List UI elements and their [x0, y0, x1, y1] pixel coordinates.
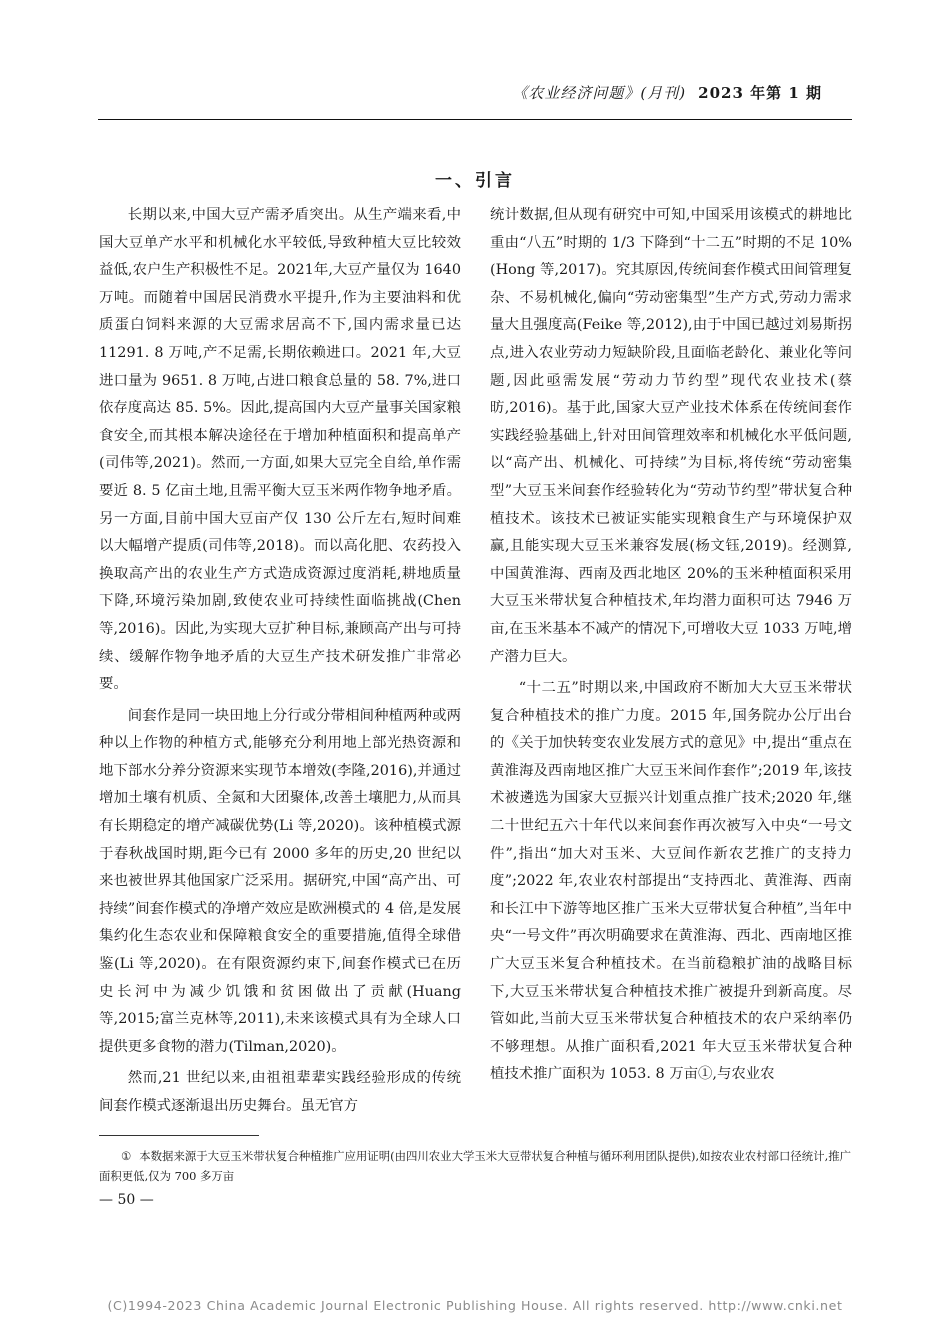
copyright-notice: (C)1994-2023 China Academic Journal Electronic Publishing House. All rights reserved. http://www.cnki.net [107, 1298, 843, 1313]
footnote [99, 1146, 851, 1186]
footnote-text: 本数据来源于大豆玉米带状复合种植推广应用证明(由四川农业大学玉米大豆带状复合种植与循环利用团队提供),如按农业农村部口径统计,推广面积更低,仅为 700 多万亩 [99, 1149, 851, 1183]
paragraph: 然而,21 世纪以来,由祖祖辈辈实践经验形成的传统间套作模式逐渐退出历史舞台。虽无官方 [99, 1070, 461, 1114]
running-header [0, 82, 822, 103]
right-column [490, 202, 852, 1089]
paragraph: 长期以来,中国大豆产需矛盾突出。从生产端来看,中国大豆单产水平和机械化水平较低,导致种植大豆比较效益低,农户生产积极性不足。2021年,大豆产量仅为 1640 万吨。而随着中国居民消费水平提升,作为主要油料和优质蛋白饲料来源的大豆需求居高不下,国内需求量已达 11291. 8 万吨,产不足需,长期依赖进口。2021 年,大豆进口量为 9651. 8 万吨,占进口粮食总量的 58. 7%,进口依存度高达 85. 5%。因此,提高国内大豆产量事关国家粮食安全,而其根本解决途径在于增加种植面积和提高单产(司伟等,2021)。然而,一方面,如果大豆完全自给,单作需要近 8. 5 亿亩土地,且需平衡大豆玉米两作物争地矛盾。另一方面,目前中国大豆亩产仅 130 公斤左右,短时间难以大幅增产提质(司伟等,2018)。而以高化肥、农药投入换取高产出的农业生产方式造成资源过度消耗,耕地质量下降,环境污染加剧,致使农业可持续性面临挑战(Chen 等,2016)。因此,为实现大豆扩种目标,兼顾高产出与可持续、缓解作物争地矛盾的大豆生产技术研发推广非常必要。 [99, 207, 461, 693]
footnote-rule [99, 1135, 259, 1136]
section-title: 一、引言 [435, 171, 515, 191]
paragraph: 间套作是同一块田地上分行或分带相间种植两种或两种以上作物的种植方式,能够充分利用地上部光热资源和地下部水分养分资源来实现节本增效(李隆,2016),并通过增加土壤有机质、全氮和大团聚体,改善土壤肥力,从而具有长期稳定的增产减碳优势(Li 等,2020)。该种植模式源于春秋战国时期,距今已有 2000 多年的历史,20 世纪以来也被世界其他国家广泛采用。据研究,中国“高产出、可持续”间套作模式的净增产效应是欧洲模式的 4 倍,是发展集约化生态农业和保障粮食安全的重要措施,值得全球借鉴(Li 等,2020)。在有限资源约束下,间套作模式已在历史长河中为减少饥饿和贫困做出了贡献(Huang 等,2015;富兰克林等,2011),未来该模式具有为全球人口提供更多食物的潜力(Tilman,2020)。 [99, 707, 461, 1055]
paragraph: “十二五”时期以来,中国政府不断加大大豆玉米带状复合种植技术的推广力度。2015 年,国务院办公厅出台的《关于加快转变农业发展方式的意见》中,提出“重点在黄淮海及西南地区推广大豆玉米间作套作”;2019 年,该技术被遴选为国家大豆振兴计划重点推广技术;2020 年,继二十世纪五六十年代以来间套作再次被写入中央“一号文件”,指出“加大对玉米、大豆间作新农艺推广的支持力度”;2022 年,农业农村部提出“支持西北、黄淮海、西南和长江中下游等地区推广玉米大豆带状复合种植”,当年中央“一号文件”再次明确要求在黄淮海、西北、西南地区推广大豆玉米复合种植技术。在当前稳粮扩油的战略目标下,大豆玉米带状复合种植技术推广被提升到新高度。尽管如此,当前大豆玉米带状复合种植技术的农户采纳率仍不够理想。从推广面积看,2021 年大豆玉米带状复合种植技术推广面积为 1053. 8 万亩①,与农业农 [490, 680, 852, 1083]
footnote-mark: ① [121, 1149, 132, 1163]
issue-label: 2023 年第 1 期 [698, 84, 822, 102]
paragraph: 统计数据,但从现有研究中可知,中国采用该模式的耕地比重由“八五”时期的 1/3 下降到“十二五”时期的不足 10%(Hong 等,2017)。究其原因,传统间套作模式田间管理复杂、不易机械化,偏向“劳动密集型”生产方式,劳动力需求量大且强度高(Feike 等,2012),由于中国已越过刘易斯拐点,进入农业劳动力短缺阶段,且面临老龄化、兼业化等问题,因此亟需发展“劳动力节约型”现代农业技术(蔡昉,2016)。基于此,国家大豆产业技术体系在传统间套作实践经验基础上,针对田间管理效率和机械化水平低问题,以“高产出、机械化、可持续”为目标,将传统“劳动密集型”大豆玉米间套作经验转化为“劳动节约型”带状复合种植技术。该技术已被证实能实现粮食生产与环境保护双赢,且能实现大豆玉米兼容发展(杨文钰,2019)。经测算,中国黄淮海、西南及西北地区 20%的玉米种植面积采用大豆玉米带状复合种植技术,年均潜力面积可达 7946 万亩,在玉米基本不减产的情况下,可增收大豆 1033 万吨,增产潜力巨大。 [490, 207, 852, 665]
header-rule [98, 119, 852, 120]
journal-name: 《农业经济问题》(月刊) [512, 84, 687, 102]
page-number: — 50 — [99, 1192, 154, 1208]
left-column [99, 202, 461, 1121]
